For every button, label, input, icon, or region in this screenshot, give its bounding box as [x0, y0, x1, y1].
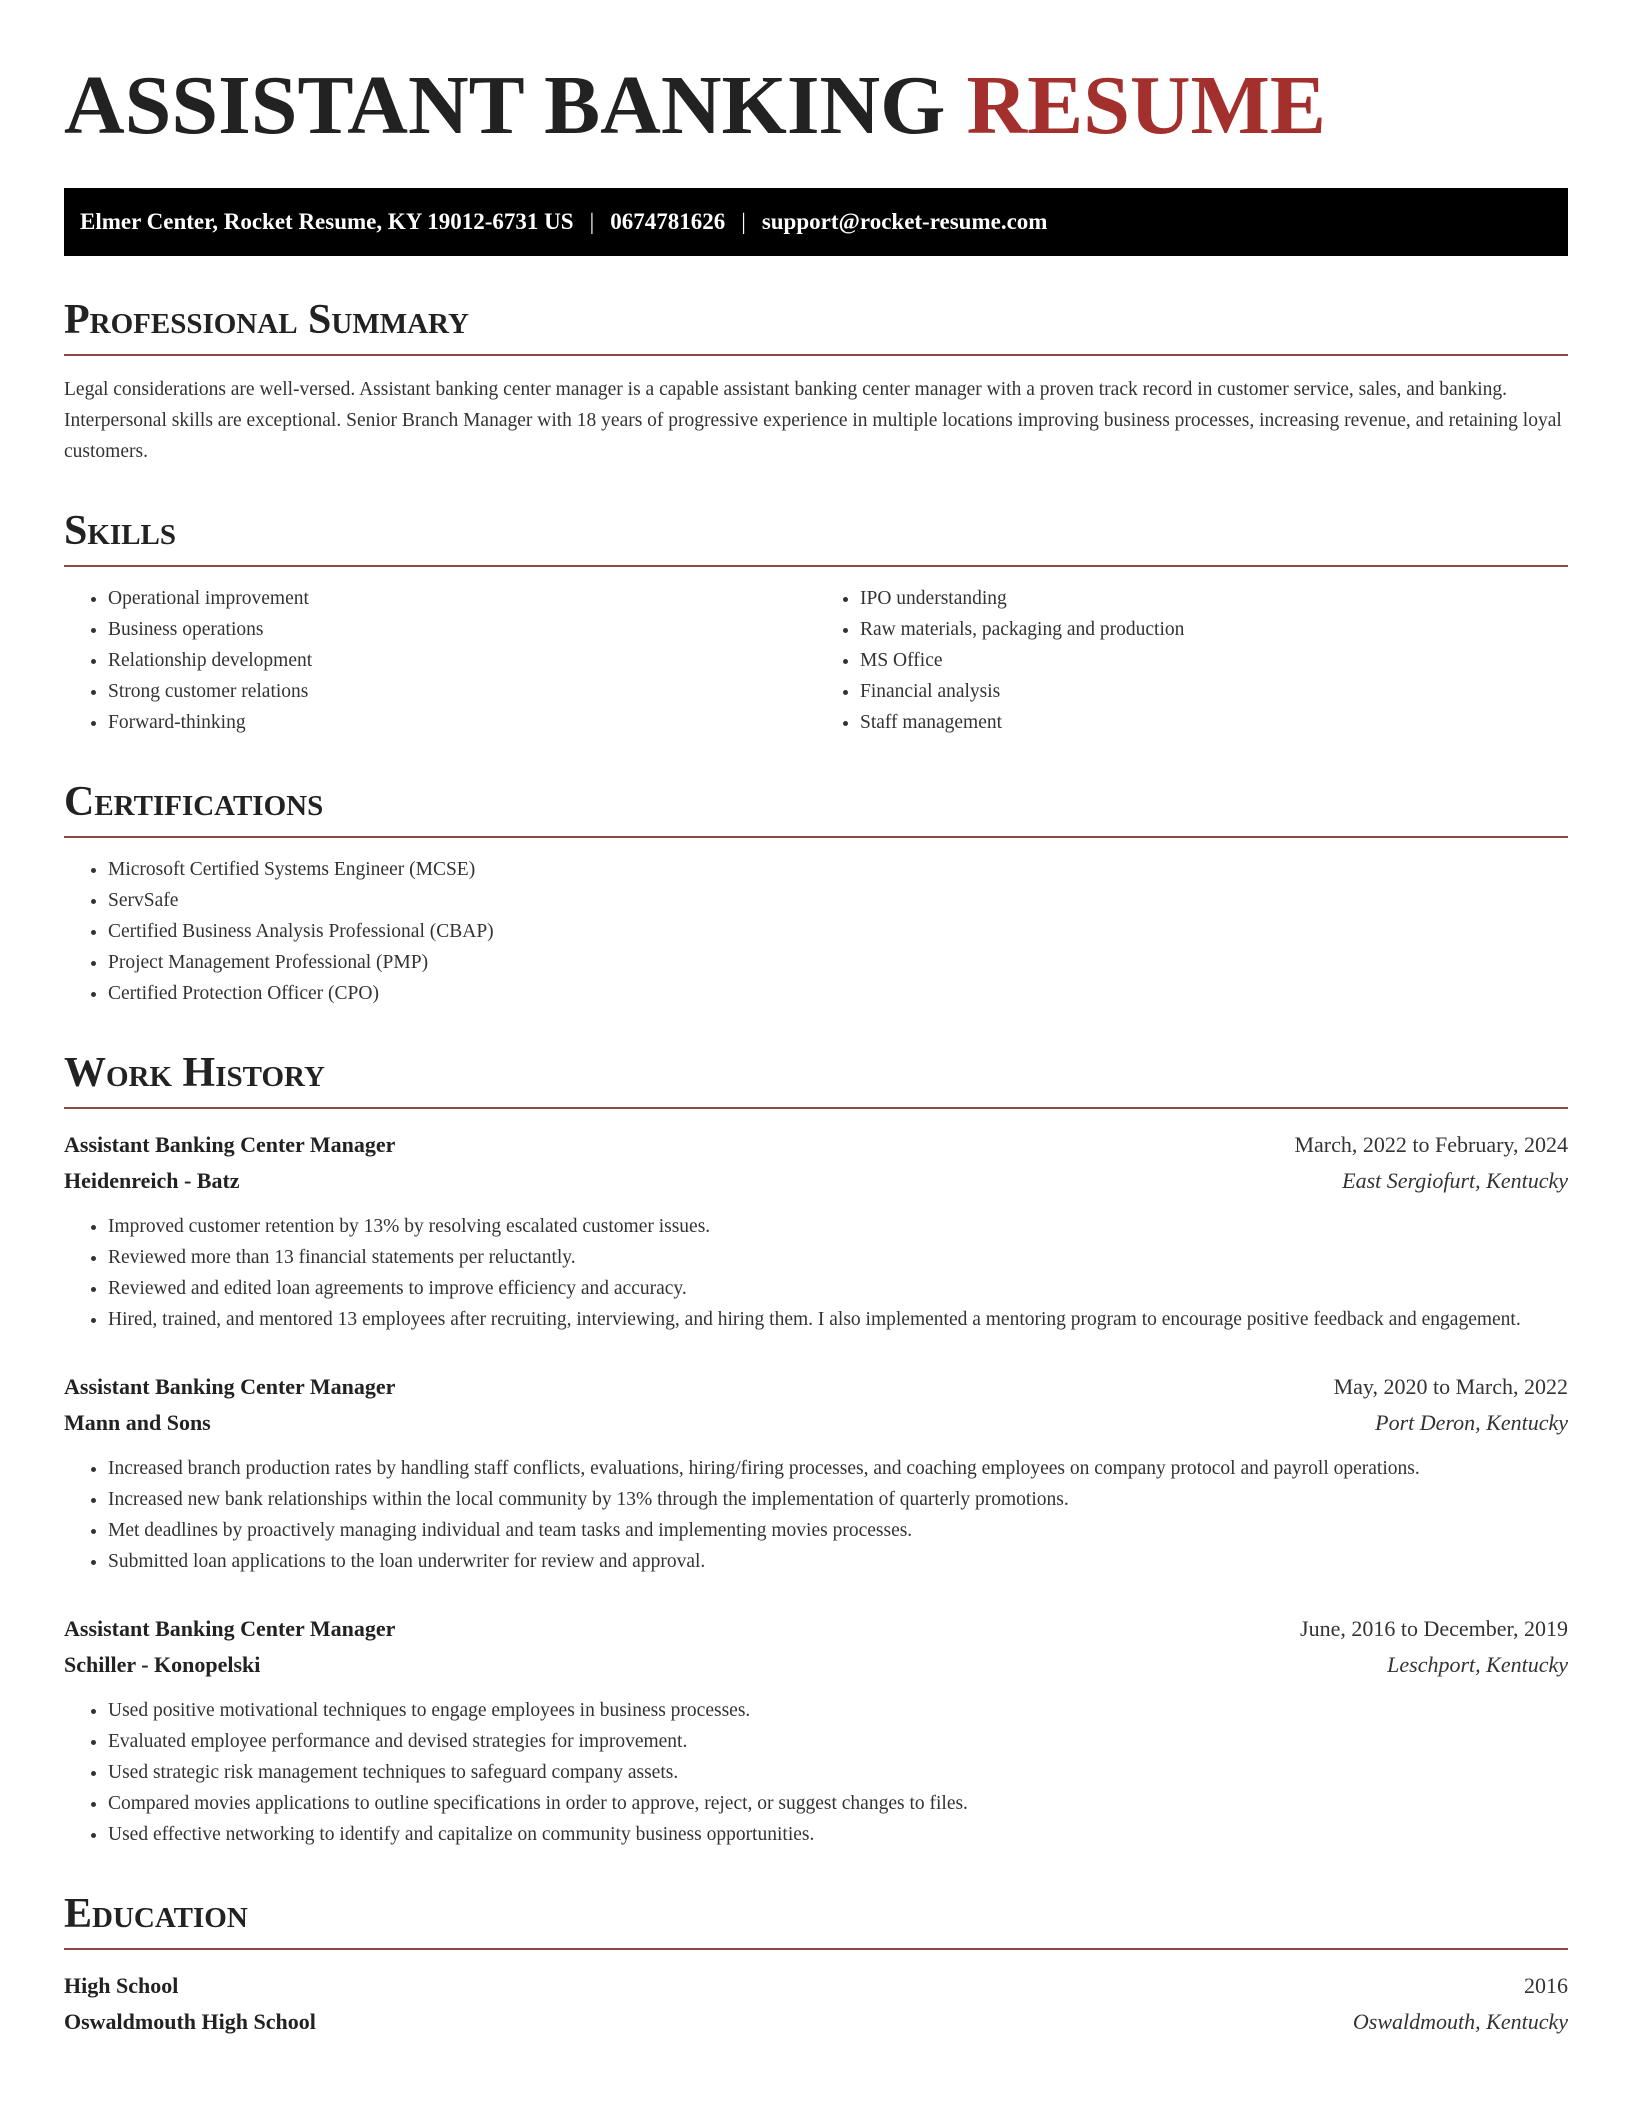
skills-heading: Skills: [64, 507, 1568, 567]
job-dates: March, 2022 to February, 2024: [1294, 1132, 1568, 1157]
certification-item: • Certified Business Analysis Professional (CBAP): [108, 916, 1568, 947]
job-location: Port Deron, Kentucky: [1375, 1410, 1568, 1435]
job-bullet: • Used positive motivational techniques to engage employees in business processes.: [108, 1695, 1568, 1726]
job-subheader: [64, 1163, 1568, 1199]
job-header: [64, 1369, 1568, 1405]
education-year: 2016: [1524, 1973, 1568, 1998]
work-history-section: [64, 1049, 1568, 1850]
job-company: Heidenreich - Batz: [64, 1168, 240, 1193]
job-company: Mann and Sons: [64, 1410, 211, 1435]
certifications-list: [64, 854, 1568, 1009]
summary-text: Legal considerations are well-versed. Assistant banking center manager is a capable assistant banking center manager with a proven track record in customer service, sales, and banking. Interpersonal skills are exceptional. Senior Branch Manager with 18 years of progressive experience in multiple locations improving business processes, increasing revenue, and retaining loyal customers.: [64, 379, 1562, 462]
job-bullet: • Submitted loan applications to the loan underwriter for review and approval.: [108, 1546, 1568, 1577]
skill-item: • Raw materials, packaging and production: [860, 614, 1568, 645]
job-bullet: • Improved customer retention by 13% by resolving escalated customer issues.: [108, 1211, 1568, 1242]
job-header: [64, 1611, 1568, 1647]
job-dates: June, 2016 to December, 2019: [1300, 1616, 1568, 1641]
education-location: Oswaldmouth, Kentucky: [1352, 2009, 1568, 2034]
job-bullet: • Hired, trained, and mentored 13 employees after recruiting, interviewing, and hiring them. I also implemented a mentoring program to encourage positive feedback and engagement.: [108, 1304, 1568, 1335]
contact-separator: |: [741, 209, 746, 234]
certification-item: • ServSafe: [108, 885, 1568, 916]
education-degree: High School: [64, 1973, 179, 1998]
job-bullet: • Used effective networking to identify and capitalize on community business opportunities.: [108, 1819, 1568, 1850]
certifications-heading: Certifications: [64, 778, 1568, 838]
title-main: ASSISTANT BANKING: [64, 59, 946, 152]
skill-item: • IPO understanding: [860, 583, 1568, 614]
resume-title: [64, 58, 1568, 154]
job-bullet: • Increased branch production rates by handling staff conflicts, evaluations, hiring/firing processes, and coaching employees on company protocol and payroll operations.: [108, 1453, 1568, 1484]
job-bullet: • Compared movies applications to outline specifications in order to approve, reject, or suggest changes to files.: [108, 1788, 1568, 1819]
job-bullet: • Reviewed and edited loan agreements to improve efficiency and accuracy.: [108, 1273, 1568, 1304]
contact-separator: |: [589, 209, 595, 234]
certification-item: • Project Management Professional (PMP): [108, 947, 1568, 978]
skill-item: • MS Office: [860, 645, 1568, 676]
skill-item: • Operational improvement: [108, 583, 816, 614]
job-bullet: • Reviewed more than 13 financial statements per reluctantly.: [108, 1242, 1568, 1273]
education-entry: [64, 1968, 1568, 2040]
certification-item: • Microsoft Certified Systems Engineer (MCSE): [108, 854, 1568, 885]
job-bullets: [64, 1453, 1568, 1577]
summary-heading: Professional Summary: [64, 296, 1568, 356]
job-entry: [64, 1369, 1568, 1577]
education-heading: Education: [64, 1890, 1568, 1950]
skills-section: [64, 507, 1568, 738]
skill-item: • Financial analysis: [860, 676, 1568, 707]
title-accent: RESUME: [966, 59, 1326, 152]
skill-item: • Relationship development: [108, 645, 816, 676]
job-title: Assistant Banking Center Manager: [64, 1374, 396, 1399]
skill-item: • Business operations: [108, 614, 816, 645]
job-location: Leschport, Kentucky: [1387, 1652, 1568, 1677]
skills-list-right: [816, 583, 1568, 738]
job-bullets: [64, 1695, 1568, 1850]
job-bullet: • Increased new bank relationships within the local community by 13% through the implementation of quarterly promotions.: [108, 1484, 1568, 1515]
skill-item: • Staff management: [860, 707, 1568, 738]
work-history-heading: Work History: [64, 1049, 1568, 1109]
job-dates: May, 2020 to March, 2022: [1333, 1374, 1568, 1399]
education-subheader: [64, 2004, 1568, 2040]
job-bullet: • Used strategic risk management techniques to safeguard company assets.: [108, 1757, 1568, 1788]
contact-email: support@rocket-resume.com: [761, 209, 1048, 234]
summary-section: [64, 296, 1568, 467]
job-entry: [64, 1127, 1568, 1335]
job-company: Schiller - Konopelski: [64, 1652, 261, 1677]
job-subheader: [64, 1405, 1568, 1441]
contact-address: Elmer Center, Rocket Resume, KY 19012-6731 US: [80, 209, 574, 234]
contact-phone: 0674781626: [610, 209, 726, 234]
skill-item: • Strong customer relations: [108, 676, 816, 707]
job-location: East Sergiofurt, Kentucky: [1342, 1168, 1568, 1193]
skills-list-left: [64, 583, 816, 738]
job-title: Assistant Banking Center Manager: [64, 1616, 396, 1641]
education-section: [64, 1890, 1568, 2040]
contact-bar: [64, 188, 1568, 256]
job-entry: [64, 1611, 1568, 1850]
job-bullets: [64, 1211, 1568, 1335]
skill-item: • Forward-thinking: [108, 707, 816, 738]
skills-grid: [64, 567, 1568, 738]
education-school: Oswaldmouth High School: [64, 2009, 316, 2034]
job-bullet: • Evaluated employee performance and devised strategies for improvement.: [108, 1726, 1568, 1757]
certification-item: • Certified Protection Officer (CPO): [108, 978, 1568, 1009]
education-header: [64, 1968, 1568, 2004]
job-subheader: [64, 1647, 1568, 1683]
certifications-section: [64, 778, 1568, 1009]
job-bullet: • Met deadlines by proactively managing individual and team tasks and implementing movies processes.: [108, 1515, 1568, 1546]
job-header: [64, 1127, 1568, 1163]
job-title: Assistant Banking Center Manager: [64, 1132, 396, 1157]
